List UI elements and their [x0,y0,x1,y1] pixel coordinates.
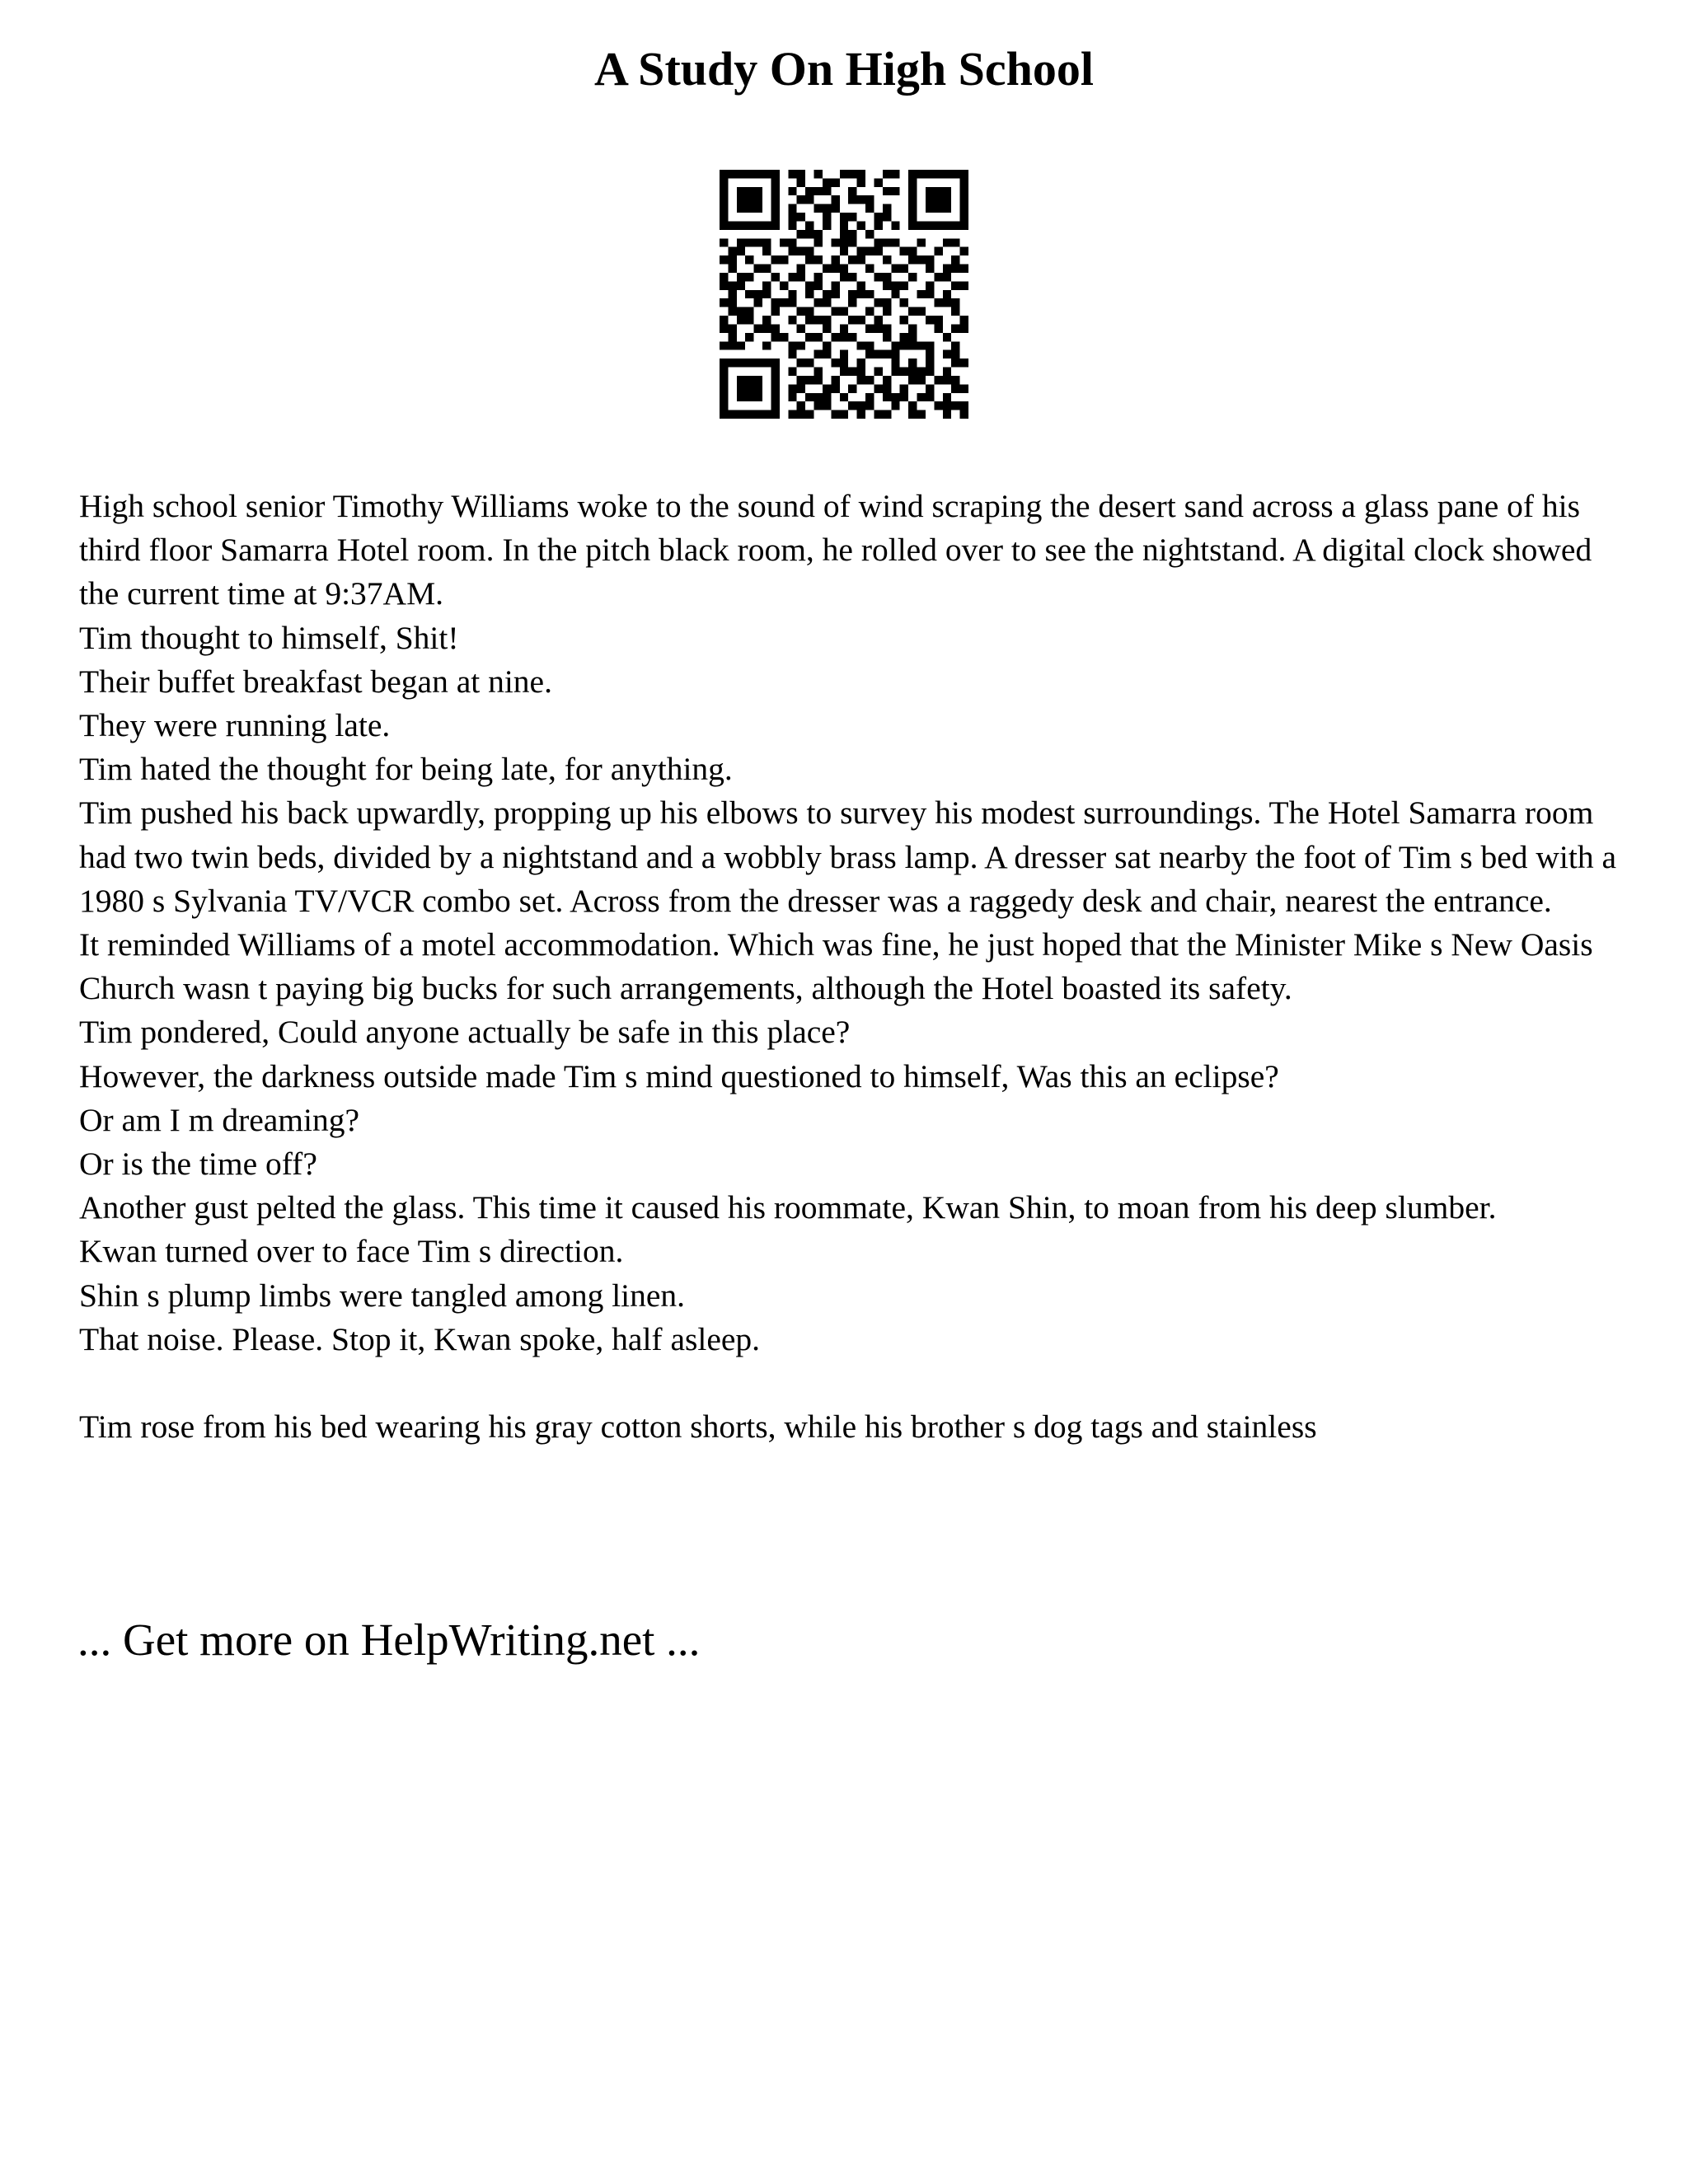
paragraph-gap [79,1361,1629,1405]
paragraph: That noise. Please. Stop it, Kwan spoke, half asleep. [79,1320,761,1357]
paragraph: They were running late. [79,707,391,744]
paragraph: Their buffet breakfast began at nine. [79,663,552,700]
paragraph: Or is the time off? [79,1146,317,1183]
paragraph: High school senior Timothy Williams woke to the sound of wind scraping the desert sand across a glass pane of his third floor Samarra Hotel room. In the pitch black room, he rolled over to see the nightstand. A digital clock showed the current time at 9:37AM. [79,488,1592,612]
paragraph: Tim pushed his back upwardly, propping up his elbows to survey his modest surroundings. The Hotel Samarra room had two twin beds, divided by a nightstand and a wobbly brass lamp. A dresser sat nearby the foot of Tim s bed with a 1980 s Sylvania TV/VCR combo set. Across from the dresser was a raggedy desk and chair, nearest the entrance. [79,794,1617,919]
paragraph: Tim pondered, Could anyone actually be safe in this place? [79,1014,851,1051]
paragraph: Another gust pelted the glass. This time it caused his roommate, Kwan Shin, to moan from his deep slumber. [79,1189,1497,1226]
paragraph: Tim thought to himself, Shit! [79,619,459,656]
promo-link[interactable]: ... Get more on HelpWriting.net ... [77,1615,701,1665]
article-body [79,485,1629,1449]
paragraph: Shin s plump limbs were tangled among linen. [79,1277,686,1314]
final-paragraph: Tim rose from his bed wearing his gray cotton shorts, while his brother s dog tags and stainless [79,1408,1317,1446]
paragraph: Tim hated the thought for being late, for anything. [79,751,733,788]
page-title: A Study On High School [594,42,1094,96]
paragraph: Kwan turned over to face Tim s direction. [79,1233,624,1270]
qr-code-icon [720,170,968,419]
paragraph: However, the darkness outside made Tim s mind questioned to himself, Was this an eclipse? [79,1057,1279,1094]
paragraph: It reminded Williams of a motel accommodation. Which was fine, he just hoped that the Minister Mike s New Oasis Church wasn t paying big bucks for such arrangements, although the Hotel boasted its safety. [79,926,1593,1007]
paragraph: Or am I m dreaming? [79,1101,360,1138]
